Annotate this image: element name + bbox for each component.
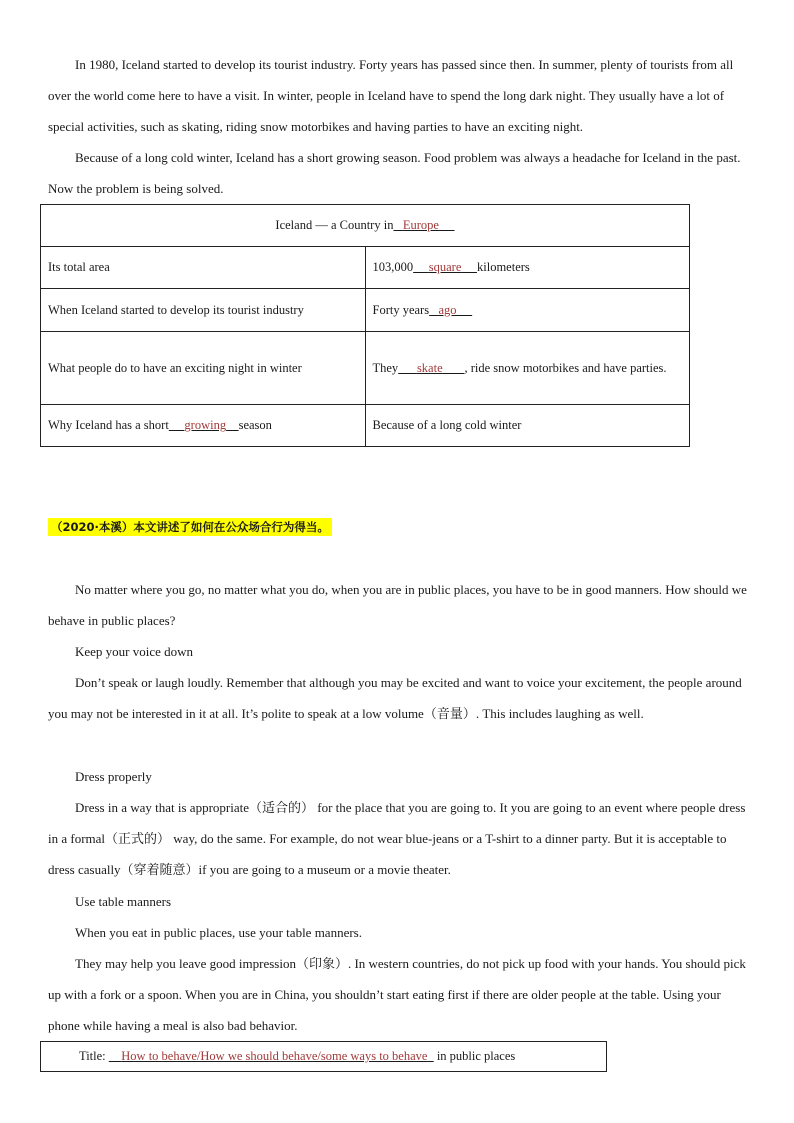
passage1-paragraph-1 — [48, 49, 748, 142]
table-row — [41, 332, 690, 405]
table-question-cell: What people do to have an exciting night in winter — [41, 332, 366, 405]
passage1-p2-text: Because of a long cold winter, Iceland has a short growing season. Food problem was always a headache for Iceland in the past. Now the problem is being solved. — [48, 150, 741, 196]
passage1-p1-text: In 1980, Iceland started to develop its tourist industry. Forty years has passed since then. In summer, plenty of tourists from all over the world come here to have a visit. In winter, people in Iceland have to spend the long dark night. They usually have a lot of special activities, such as skating, riding snow motorbikes and having parties to have an exciting night. — [48, 57, 734, 134]
table-answer-cell: They skate , ride snow motorbikes and have parties. — [365, 332, 690, 405]
title-suffix: in public places — [436, 1049, 516, 1063]
passage2-heading-dress: Dress properly — [75, 769, 152, 784]
table-header-row — [41, 205, 690, 247]
passage2-paragraph-2: Don’t speak or laugh loudly. Remember that although you may be excited and want to voice your excitement, the people around you may not be interested in it at all. It’s polite to speak at a low volume（音量）. This includes laughing as well. — [48, 675, 742, 721]
table-answer-cell: Forty years ago — [365, 289, 690, 332]
passage2-heading-table: Use table manners — [75, 894, 172, 909]
table-question-cell: Why Iceland has a short growing season — [41, 405, 366, 447]
answer-square: square — [428, 260, 462, 274]
answer-europe: Europe — [402, 218, 439, 232]
title-label: Title: — [79, 1049, 106, 1063]
answer-growing: growing — [184, 418, 227, 432]
table-question-cell: Its total area — [41, 247, 366, 289]
table-question-cell: When Iceland started to develop its tourist industry — [41, 289, 366, 332]
passage2-paragraph-3: Dress in a way that is appropriate（适合的） for the place that you are going to. It you are going to an event where people dress in a formal（正式的） way, do the same. For example, do not wear blue-jeans or a T-shirt to a dinner party. But it is acceptable to dress casually（穿着随意）if you are going to a museum or a movie theater. — [48, 800, 746, 877]
table-answer-cell: Because of a long cold winter — [365, 405, 690, 447]
table-answer-cell: 103,000 square kilometers — [365, 247, 690, 289]
table-row — [41, 405, 690, 447]
answer-ago: ago — [438, 302, 457, 317]
passage1-paragraph-2 — [48, 142, 748, 204]
passage2-paragraph-1: No matter where you go, no matter what you do, when you are in public places, you have to be in good manners. How should we behave in public places? — [48, 582, 747, 628]
title-answer-box — [40, 1041, 607, 1072]
table-row — [41, 289, 690, 332]
section-source-tag: （2020·本溪）本文讲述了如何在公众场合行为得当。 — [48, 518, 332, 536]
passage2-paragraph-5: They may help you leave good impression（印象）. In western countries, do not pick up food with your hands. You should pick up with a fork or a spoon. When you are in China, you shouldn’t start eating first if there are older people at the table. Using your phone while having a meal is also bad behavior. — [48, 956, 746, 1033]
passage2-heading-voice: Keep your voice down — [75, 644, 194, 659]
iceland-info-table — [40, 204, 690, 447]
answer-skate: skate — [416, 360, 443, 375]
table-row — [41, 247, 690, 289]
passage2-paragraph-4: When you eat in public places, use your table manners. — [75, 925, 362, 940]
title-answer: How to behave/How we should behave/some ways to behave — [121, 1049, 428, 1063]
table-header-cell: Iceland — a Country in Europe — [41, 205, 690, 247]
